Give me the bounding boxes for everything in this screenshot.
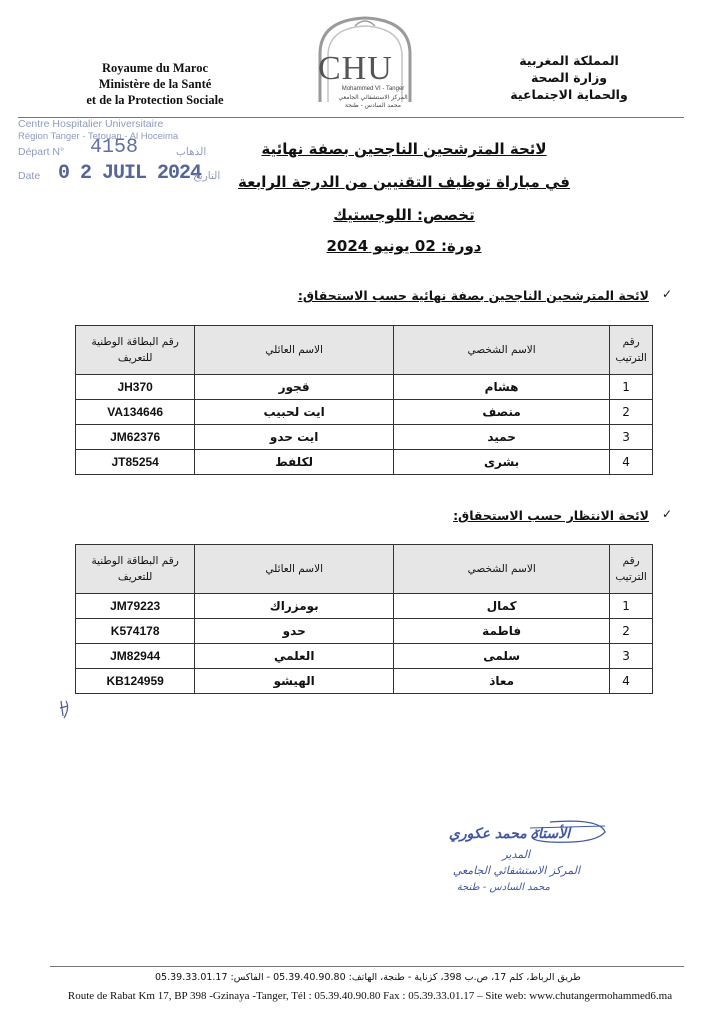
cell-first-name: حميد xyxy=(393,425,609,450)
cell-first-name: كمال xyxy=(394,594,610,619)
cell-last-name: ايت لحبيب xyxy=(195,400,394,425)
cell-last-name: الهيشو xyxy=(195,669,394,694)
stamp-line-1: Centre Hospitalier Universitaire xyxy=(18,118,164,130)
cell-cin: K574178 xyxy=(76,619,195,644)
signatory-role: المدير xyxy=(502,848,530,861)
stamp-date-value: 0 2 JUIL 2024 xyxy=(58,162,202,185)
cell-last-name: العلمي xyxy=(195,644,394,669)
logo-subtitle-ar-1: المركز الاستشفائي الجامعي xyxy=(338,94,408,101)
director-signature-stamp xyxy=(400,812,610,904)
cell-cin: JM82944 xyxy=(76,644,195,669)
table-row xyxy=(76,619,653,644)
cell-first-name: سلمى xyxy=(394,644,610,669)
header-left-french xyxy=(60,60,250,108)
header-fr-line-1: Royaume du Maroc xyxy=(101,61,208,75)
cell-cin: JT85254 xyxy=(76,450,195,475)
stamp-date-ar: التاريخ xyxy=(193,170,221,182)
cell-last-name: بومزراك xyxy=(195,594,394,619)
header-right-arabic xyxy=(484,52,654,103)
cell-cin: KB124959 xyxy=(76,669,195,694)
title-line-3: تخصص: اللوجستيك xyxy=(333,206,475,224)
footer-french-address: Route de Rabat Km 17, BP 398 -Gzinaya -Tanger, Tél : 05.39.40.90.80 Fax : 05.39.33.01.17 – Site web: www.chutangermohammed6.ma xyxy=(67,990,673,1002)
section1-label: لائحة المترشحين الناجحين بصفة نهائية حسب الاستحقاق: xyxy=(297,288,649,303)
cell-last-name: لكلفط xyxy=(195,450,394,475)
winners-table xyxy=(75,325,653,475)
logo-subtitle-ar-2: محمد السادس - طنجة xyxy=(345,102,401,109)
header-fr-line-3: et de la Protection Sociale xyxy=(86,93,224,107)
table-header-row xyxy=(76,326,653,375)
signatory-org-2: محمد السادس - طنجة xyxy=(456,882,550,893)
title-line-4: دورة: 02 يونيو 2024 xyxy=(326,237,482,255)
cell-cin: VA134646 xyxy=(76,400,195,425)
section1-check-icon: ✓ xyxy=(662,287,673,301)
cell-rank: 4 xyxy=(610,450,653,475)
table-row xyxy=(76,375,653,400)
header-fr-line-2: Ministère de la Santé xyxy=(98,77,212,91)
cell-first-name: منصف xyxy=(393,400,609,425)
cell-rank: 3 xyxy=(610,644,653,669)
table-row xyxy=(76,450,653,475)
header-rank: رقم الترتيب xyxy=(610,326,653,375)
header-cin: رقم البطاقة الوطنية للتعريف xyxy=(76,545,195,594)
cell-last-name: قجور xyxy=(195,375,394,400)
cell-cin: JM62376 xyxy=(76,425,195,450)
signatory-org-1: المركز الاستشفائي الجامعي xyxy=(452,864,580,877)
logo-subtitle-fr: Mohammed VI - Tanger xyxy=(341,86,405,92)
cell-rank: 2 xyxy=(610,619,653,644)
footer-divider xyxy=(50,966,684,967)
table-row xyxy=(76,400,653,425)
header-ar-line-2: وزارة الصحة xyxy=(530,70,608,85)
cell-last-name: ايت حدو xyxy=(195,425,394,450)
header-last-name: الاسم العائلي xyxy=(195,326,394,375)
table-row xyxy=(76,594,653,619)
cell-first-name: هشام xyxy=(393,375,609,400)
header-ar-line-1: المملكة المغربية xyxy=(519,53,619,68)
table-row xyxy=(76,644,653,669)
stamp-date-label: Date xyxy=(18,170,41,182)
cell-rank: 1 xyxy=(610,375,653,400)
title-line-2: في مباراة توظيف التقنيين من الدرجة الرابعة xyxy=(238,173,570,191)
header-ar-line-3: والحماية الاجتماعية xyxy=(510,87,628,102)
header-cin: رقم البطاقة الوطنية للتعريف xyxy=(76,326,195,375)
signatory-name: الأستاذ محمد عكوري xyxy=(448,826,570,842)
cell-rank: 1 xyxy=(610,594,653,619)
stamp-depart-label: Départ N° xyxy=(18,146,65,158)
footer-arabic-address: طريق الرباط، كلم 17، ص.ب 398، كزناية - طنجة، الهاتف: 05.39.40.90.80 - الفاكس: 05.39.33.01.17 xyxy=(155,972,581,983)
cell-cin: JM79223 xyxy=(76,594,195,619)
title-line-1: لائحة المترشحين الناجحين بصفة نهائية xyxy=(261,140,547,158)
cell-first-name: معاذ xyxy=(394,669,610,694)
stamp-depart-ar: الذهاب xyxy=(176,146,207,158)
stamp-number: 4158 xyxy=(90,136,139,159)
header-rank: رقم الترتيب xyxy=(610,545,653,594)
header-first-name: الاسم الشخصي xyxy=(393,326,609,375)
section2-label: لائحة الانتظار حسب الاستحقاق: xyxy=(453,508,649,523)
table-row xyxy=(76,425,653,450)
cell-first-name: بشرى xyxy=(393,450,609,475)
stamp-line-2: Région Tanger - Tetouan - Al Hoceima xyxy=(18,131,179,142)
cell-rank: 3 xyxy=(610,425,653,450)
cell-first-name: فاطمة xyxy=(394,619,610,644)
margin-initial-mark xyxy=(58,698,72,720)
header-first-name: الاسم الشخصي xyxy=(394,545,610,594)
header-last-name: الاسم العائلي xyxy=(195,545,394,594)
section2-check-icon: ✓ xyxy=(662,507,673,521)
cell-rank: 4 xyxy=(610,669,653,694)
table-row xyxy=(76,669,653,694)
cell-last-name: حدو xyxy=(195,619,394,644)
logo-wordmark: CHU xyxy=(318,50,393,87)
table-header-row xyxy=(76,545,653,594)
waiting-list-table xyxy=(75,544,653,694)
cell-cin: JH370 xyxy=(76,375,195,400)
cell-rank: 2 xyxy=(610,400,653,425)
